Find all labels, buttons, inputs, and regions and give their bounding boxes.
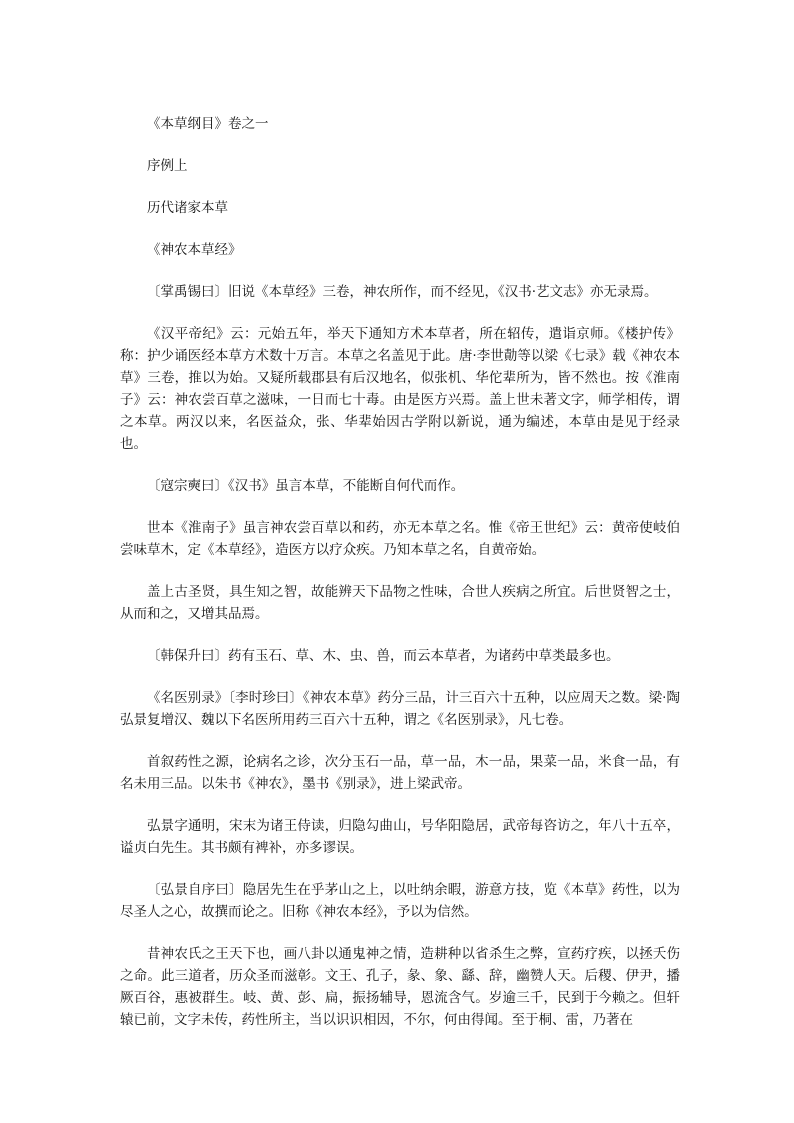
paragraph: 〔弘景自序曰〕隐居先生在乎茅山之上，以吐纳余暇，游意方技，览《本草》药性，以为尽圣人之心，故撰而论之。旧称《神农本经》，予以为信然。 [120,882,680,920]
section-title: 序例上 [147,158,188,174]
paragraph: 《名医别录》〔李时珍曰〕《神农本草》药分三品，计三百六十五种，以应周天之数。梁·陶弘景复增汉、魏以下名医所用药三百六十五种，谓之《名医别录》，凡七卷。 [120,690,680,728]
paragraph: 世本《淮南子》虽言神农尝百草以和药，亦无本草之名。惟《帝王世纪》云：黄帝使岐伯尝味草木，定《本草经》，造医方以疗众疾。乃知本草之名，自黄帝始。 [120,520,680,558]
book-title: 《本草纲目》卷之一 [147,116,269,132]
subsection-title: 历代诸家本草 [147,200,228,216]
work-title: 《神农本草经》 [147,242,242,258]
paragraph: 〔韩保升曰〕药有玉石、草、木、虫、兽，而云本草者，为诸药中草类最多也。 [147,648,620,664]
document-page [120,113,680,1051]
paragraph: 盖上古圣贤，具生知之智，故能辨天下品物之性味，合世人疾病之所宜。后世贤智之士，从而和之，又增其品焉。 [120,584,680,622]
paragraph: 〔掌禹锡曰〕旧说《本草经》三卷，神农所作，而不经见，《汉书·艺文志》亦无录焉。 [147,284,658,300]
paragraph: 弘景字通明，宋末为诸王侍读，归隐勾曲山，号华阳隐居，武帝每咨访之，年八十五卒，谥贞白先生。其书颇有裨补，亦多谬误。 [120,818,680,856]
paragraph: 首叙药性之源，论病名之诊，次分玉石一品，草一品，木一品，果菜一品，米食一品，有名未用三品。以朱书《神农》，墨书《别录》，进上梁武帝。 [120,754,680,792]
paragraph: 〔寇宗奭曰〕《汉书》虽言本草，不能断自何代而作。 [147,478,465,494]
paragraph: 《汉平帝纪》云：元始五年，举天下通知方术本草者，所在轺传，遣诣京师。《楼护传》称：护少诵医经本草方术数十万言。本草之名盖见于此。唐·李世勣等以梁《七录》载《神农本草》三卷，推以为始。又疑所载郡县有后汉地名，似张机、华佗辈所为，皆不然也。按《淮南子》云：神农尝百草之滋味，一日而七十毒。由是医方兴焉。盖上世未著文字，师学相传，谓之本草。两汉以来，名医益众，张、华辈始因古学附以新说，通为编述，本草由是见于经录也。 [120,326,680,452]
paragraph: 昔神农氏之王天下也，画八卦以通鬼神之情，造耕种以省杀生之弊，宣药疗疾，以拯夭伤之命。此三道者，历众圣而滋彰。文王、孔子，彖、象、繇、辞，幽赞人天。后稷、伊尹，播厥百谷，惠被群生。岐、黄、彭、扁，振扬辅导，恩流含气。岁逾三千，民到于今赖之。但轩辕已前，文字未传，药性所主，当以识识相因，不尔，何由得闻。至于桐、雷，乃著在 [120,946,680,1028]
